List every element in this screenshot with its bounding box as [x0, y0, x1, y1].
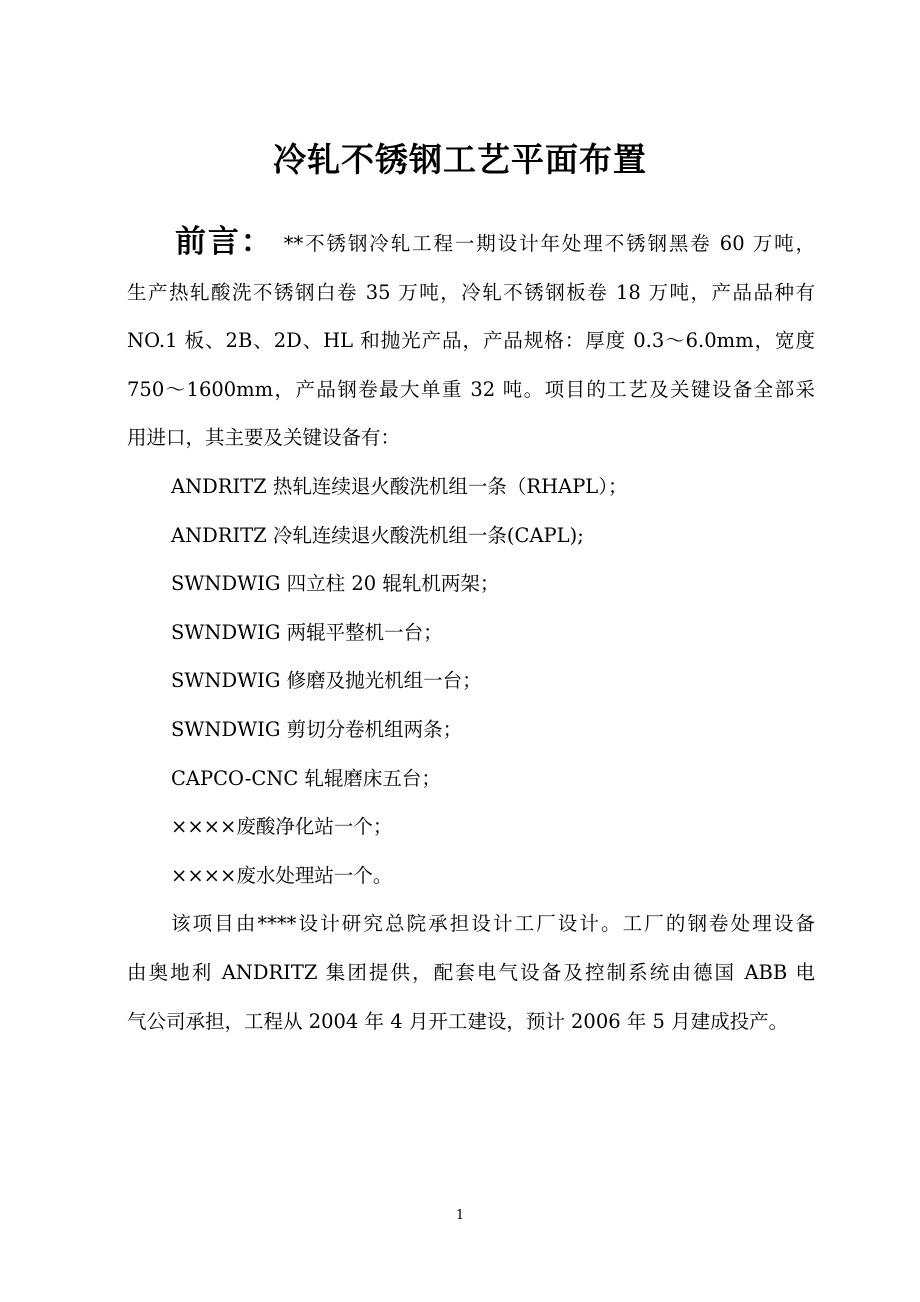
preface-paragraph	[127, 218, 815, 463]
equipment-item: ANDRITZ 热轧连续退火酸洗机组一条（RHAPL）；	[171, 474, 628, 498]
preface-line-4: 750～1600mm，产品钢卷最大单重 32 吨。项目的工艺及关键设备全部采	[127, 377, 815, 401]
equipment-item: SWNDWIG 两辊平整机一台；	[171, 620, 443, 644]
preface-line-3: NO.1 板、2B、2D、HL 和抛光产品，产品规格：厚度 0.3～6.0mm，宽度	[127, 329, 815, 353]
document-body	[127, 218, 815, 1046]
preface-text-1: **不锈钢冷轧工程一期设计年处理不锈钢黑卷 60 万吨，	[283, 232, 815, 255]
preface-line-5: 用进口，其主要及关键设备有：	[127, 426, 401, 450]
page-title: 冷轧不锈钢工艺平面布置	[273, 140, 647, 179]
closing-paragraph	[127, 900, 815, 1046]
closing-line-3: 气公司承担，工程从 2004 年 4 月开工建设，预计 2006 年 5 月建成投产。	[127, 1009, 789, 1033]
preface-line-1	[127, 218, 815, 269]
equipment-item: ××××废水处理站一个。	[171, 863, 393, 887]
equipment-item: ANDRITZ 冷轧连续退火酸洗机组一条(CAPL);	[171, 523, 584, 547]
equipment-item: SWNDWIG 四立柱 20 辊轧机两架；	[171, 572, 500, 596]
page-number: 1	[455, 1208, 465, 1223]
preface-label: 前言：	[175, 224, 274, 260]
preface-line-2: 生产热轧酸洗不锈钢白卷 35 万吨，冷轧不锈钢板卷 18 万吨，产品品种有	[127, 280, 815, 304]
closing-line-1: 该项目由****设计研究总院承担设计工厂设计。工厂的钢卷处理设备	[171, 912, 815, 936]
equipment-list	[127, 463, 815, 900]
closing-line-2: 由奥地利 ANDRITZ 集团提供，配套电气设备及控制系统由德国 ABB 电	[127, 960, 815, 984]
equipment-item: SWNDWIG 修磨及抛光机组一台；	[171, 669, 482, 693]
equipment-item: SWNDWIG 剪切分卷机组两条；	[171, 717, 463, 741]
equipment-item: ××××废酸净化站一个；	[171, 815, 393, 839]
equipment-item: CAPCO-CNC 轧辊磨床五台；	[171, 766, 441, 790]
